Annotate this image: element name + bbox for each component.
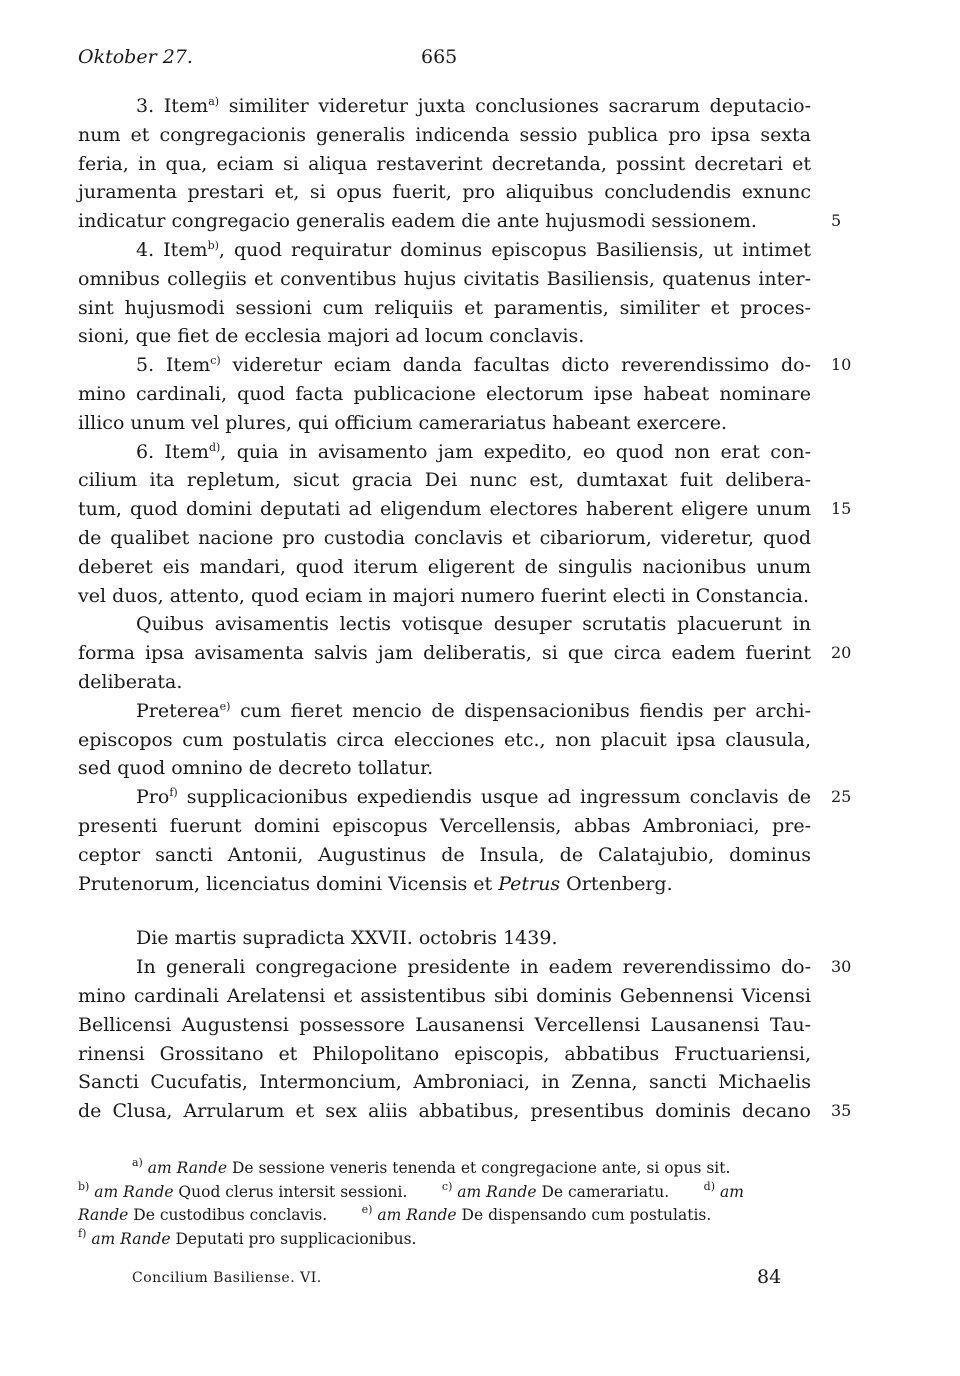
footnote-text: De sessione veneris tenenda et congregacione ante, si opus sit. (227, 1159, 731, 1177)
text-line (78, 524, 811, 553)
line-text: feria, in qua, eciam si aliqua restaverint decretanda, possint decretari et (78, 152, 811, 175)
footnote-text: De custodibus conclavis. (128, 1206, 328, 1224)
footnote-ref: a) (208, 95, 220, 108)
line-number: 5 (831, 211, 842, 231)
footnote-line (78, 1228, 811, 1252)
line-text: sint hujusmodi sessioni cum reliquiis et paramentis, similiter et proces- (78, 296, 811, 319)
footnote-text: Deputati pro supplicacionibus. (170, 1229, 417, 1248)
text-line (78, 754, 811, 783)
text-line (78, 1011, 811, 1040)
text-line (78, 121, 811, 150)
text-line (78, 380, 811, 409)
footnote-italic: am (719, 1182, 744, 1201)
section-gap (78, 898, 811, 924)
text-line (78, 294, 811, 323)
line-text: Quibus avisamentis lectis votisque desuper scrutatis placuerunt in (136, 613, 811, 636)
line-text-continued: supplicacionibus expediendis usque ad ingressum conclavis de (177, 786, 811, 809)
footnote-mark: a) (132, 1156, 143, 1169)
text-line (78, 409, 811, 438)
text-line (78, 466, 811, 495)
line-number: 30 (831, 957, 852, 977)
line-text: omnibus collegiis et conventibus hujus civitatis Basiliensis, quatenus inter- (78, 267, 811, 290)
text-line (78, 553, 811, 582)
footnote-ref: b) (207, 238, 219, 252)
text-line (78, 92, 811, 121)
line-text: cilium ita repletum, sicut gracia Dei nunc est, dumtaxat fuit delibera- (78, 469, 811, 492)
footnote-text: De camerariatu. (536, 1182, 670, 1201)
text-line (78, 812, 811, 841)
line-text: vel duos, attento, quod eciam in majori numero fuerint electi in Constancia. (78, 584, 810, 607)
line-text: deberet eis mandari, quod iterum eligerent de singulis nacionibus unum (78, 555, 811, 578)
footnote-mark: b) (78, 1179, 90, 1193)
line-text: sed quod omnino de decreto tollatur. (78, 757, 434, 780)
line-text-continued: videretur eciam danda facultas dicto reverendissimo do- (220, 354, 811, 377)
main-text (78, 92, 852, 1126)
text-line (78, 668, 811, 697)
line-text: rinensi Grossitano et Philopolitano episcopis, abbatibus Fructuariensi, (78, 1042, 811, 1065)
footnote-line (78, 1204, 811, 1228)
line-text-continued: cum fieret mencio de dispensacionibus fiendis per archi- (230, 699, 811, 722)
footnote-mark: c) (441, 1179, 453, 1193)
line-text-continued: similiter videretur juxta conclusiones sacrarum deputacio- (219, 95, 811, 117)
footnote-text: Quod clerus intersit sessioni. (173, 1182, 408, 1201)
line-text: ceptor sancti Antonii, Augustinus de Insula, de Calatajubio, dominus (78, 843, 811, 866)
line-text: indicatur congregacio generalis eadem die ante hujusmodi sessionem. (78, 210, 757, 233)
line-number: 20 (831, 643, 852, 663)
footnote-italic: Rande (78, 1206, 129, 1224)
text-line (78, 1040, 811, 1069)
line-text: Die martis supradicta XXVII. octobris 1439. (136, 927, 558, 950)
text-line (78, 207, 842, 236)
line-number: 10 (831, 355, 852, 375)
line-text: 6. Item (136, 440, 209, 463)
footnote-ref: c) (210, 354, 221, 368)
text-line (78, 236, 811, 265)
line-text: num et congregacionis generalis indicenda sessio publica pro ipsa sexta (78, 123, 811, 146)
text-line (78, 639, 852, 668)
line-text-continued: Ortenberg. (560, 872, 673, 895)
footnote-italic: am Rande (94, 1182, 174, 1201)
line-text: de Clusa, Arrularum et sex aliis abbatibus, presentibus dominis decano (78, 1100, 811, 1123)
text-line (78, 1068, 811, 1097)
footnote-mark: d) (703, 1179, 716, 1193)
italic-text: Petrus (498, 872, 561, 895)
text-line (78, 322, 811, 351)
text-line (78, 351, 852, 380)
line-text: forma ipsa avisamenta salvis jam deliberatis, si que circa eadem fuerint (78, 642, 811, 665)
sheet-number: 84 (757, 1266, 782, 1288)
line-text: de qualibet nacione pro custodia conclavis et cibariorum, videretur, quod (78, 526, 811, 549)
line-text: In generali congregacione presidente in eadem reverendissimo do- (136, 956, 811, 979)
line-number: 15 (831, 499, 852, 519)
footnote-ref: d) (208, 440, 221, 454)
footnote-line (78, 1157, 811, 1181)
text-line (78, 697, 811, 726)
footnotes (78, 1157, 811, 1251)
line-text: episcopos cum postulatis circa elecciones etc., non placuit ipsa clausula, (78, 728, 811, 751)
line-text: presenti fuerunt domini episcopus Vercellensis, abbas Ambroniaci, pre- (78, 814, 811, 837)
footnote-ref: e) (219, 699, 231, 713)
line-number: 35 (831, 1101, 852, 1121)
line-text: tum, quod domini deputati ad eligendum electores haberent eligere unum (78, 498, 811, 521)
text-line (78, 1097, 852, 1126)
footnote-ref: f) (169, 786, 178, 800)
text-line (78, 150, 811, 179)
line-text: sioni, que fiet de ecclesia majori ad locum conclavis. (78, 325, 585, 348)
line-text: mino cardinali Arelatensi et assistentibus sibi dominis Gebennensi Vicensi (78, 984, 811, 1007)
footnote-italic: am Rande (147, 1159, 228, 1177)
text-line (78, 610, 811, 639)
line-text: Pro (136, 786, 170, 809)
text-line (78, 924, 811, 953)
text-line (78, 438, 811, 467)
line-text: Prutenorum, licenciatus domini Vicensis et (78, 872, 499, 895)
line-text: Preterea (136, 699, 220, 722)
text-line (78, 953, 852, 982)
text-line (78, 726, 811, 755)
line-text: Bellicensi Augustensi possessore Lausanensi Vercellensi Lausanensi Tau- (78, 1013, 811, 1036)
line-text: 4. Item (136, 238, 208, 261)
line-text: 3. Item (136, 95, 209, 117)
volume-signature: Concilium Basiliense. VI. (132, 1270, 322, 1286)
line-text-continued: , quod requiratur dominus episcopus Basiliensis, ut intimet (218, 238, 811, 261)
text-line (78, 178, 811, 207)
text-line (78, 265, 811, 294)
text-line (78, 982, 811, 1011)
line-text: mino cardinali, quod facta publicacione electorum ipse habeat nominare (78, 382, 811, 405)
line-text: juramenta prestari et, si opus fuerit, pro aliquibus concludendis exnunc (78, 181, 811, 204)
footnote-line (78, 1181, 811, 1205)
footnote-italic: am Rande (91, 1229, 171, 1248)
footnote-mark: f) (78, 1226, 87, 1240)
line-text-continued: , quia in avisamento jam expedito, eo quod non erat con- (220, 440, 811, 463)
footnote-text: De dispensando cum postulatis. (456, 1206, 712, 1224)
line-text: illico unum vel plures, qui officium camerariatus habeant exercere. (78, 411, 727, 434)
footnote-mark: e) (361, 1203, 373, 1216)
line-text: Sancti Cucufatis, Intermoncium, Ambroniaci, in Zenna, sancti Michaelis (78, 1071, 811, 1094)
text-line (78, 495, 852, 524)
text-line (78, 870, 811, 899)
page-number: 665 (421, 46, 458, 68)
running-header: Oktober 27. (78, 46, 193, 68)
line-number: 25 (831, 787, 852, 807)
text-line (78, 783, 852, 812)
line-text: deliberata. (78, 670, 183, 693)
text-line (78, 582, 811, 611)
line-text: 5. Item (136, 354, 211, 377)
footnote-italic: am Rande (457, 1182, 537, 1201)
text-line (78, 841, 811, 870)
footnote-italic: am Rande (377, 1206, 457, 1224)
